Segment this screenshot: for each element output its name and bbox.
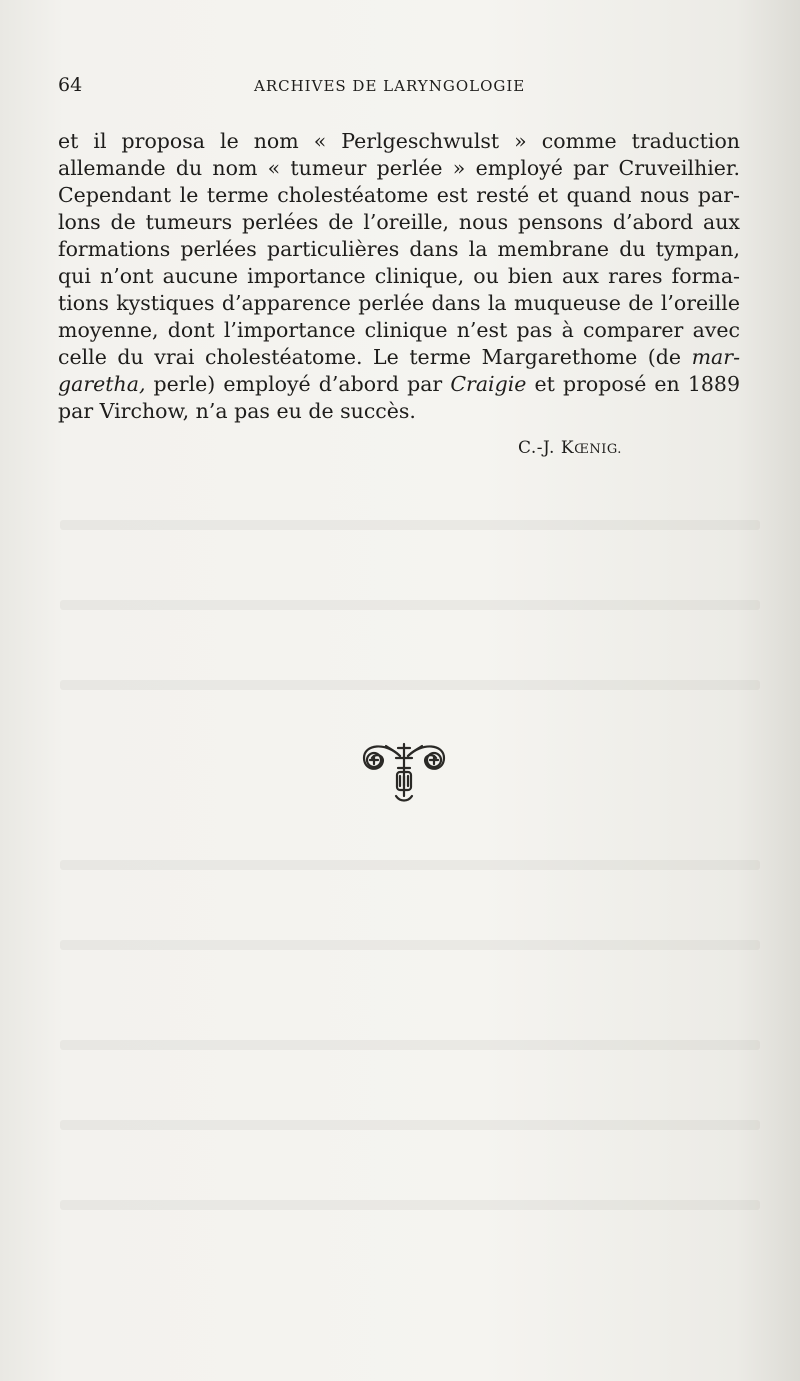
text-line: allemande du nom « tumeur perlée » employé par Cruveilhier. (58, 156, 740, 180)
show-through-texture (60, 940, 760, 950)
text-line: lons de tumeurs perlées de l’oreille, nous pensons d’abord aux (58, 210, 740, 234)
text-line: moyenne, dont l’importance clinique n’est pas à comparer avec (58, 318, 740, 342)
text-line: formations perlées particulières dans la membrane du tympan, (58, 237, 740, 261)
show-through-texture (60, 860, 760, 870)
show-through-texture (60, 600, 760, 610)
running-head: ARCHIVES DE LARYNGOLOGIE (254, 77, 526, 95)
show-through-texture (60, 520, 760, 530)
author-signature: C.-J. KŒNIG. (518, 438, 622, 458)
show-through-texture (60, 1120, 760, 1130)
text-line: par Virchow, n’a pas eu de succès. (58, 399, 416, 423)
text-line: celle du vrai cholestéatome. Le terme Margarethome (de mar- (58, 345, 740, 369)
page-number: 64 (58, 74, 83, 96)
text-line: Cependant le terme cholestéatome est resté et quand nous par- (58, 183, 740, 207)
italic-term: garetha, (58, 372, 146, 396)
show-through-texture (60, 680, 760, 690)
show-through-texture (60, 1200, 760, 1210)
text-line: et il proposa le nom « Perlgeschwulst » comme traduction (58, 129, 740, 153)
printers-ornament-icon (356, 738, 452, 806)
show-through-texture (60, 1040, 760, 1050)
italic-term: mar- (691, 345, 740, 369)
body-text (58, 128, 740, 425)
page-header (58, 74, 748, 102)
text-line: garetha, perle) employé d’abord par Craigie et proposé en 1889 (58, 372, 740, 396)
text-line: qui n’ont aucune importance clinique, ou bien aux rares forma- (58, 264, 740, 288)
text-line: tions kystiques d’apparence perlée dans la muqueuse de l’oreille (58, 291, 740, 315)
italic-author-name: Craigie (450, 372, 527, 396)
